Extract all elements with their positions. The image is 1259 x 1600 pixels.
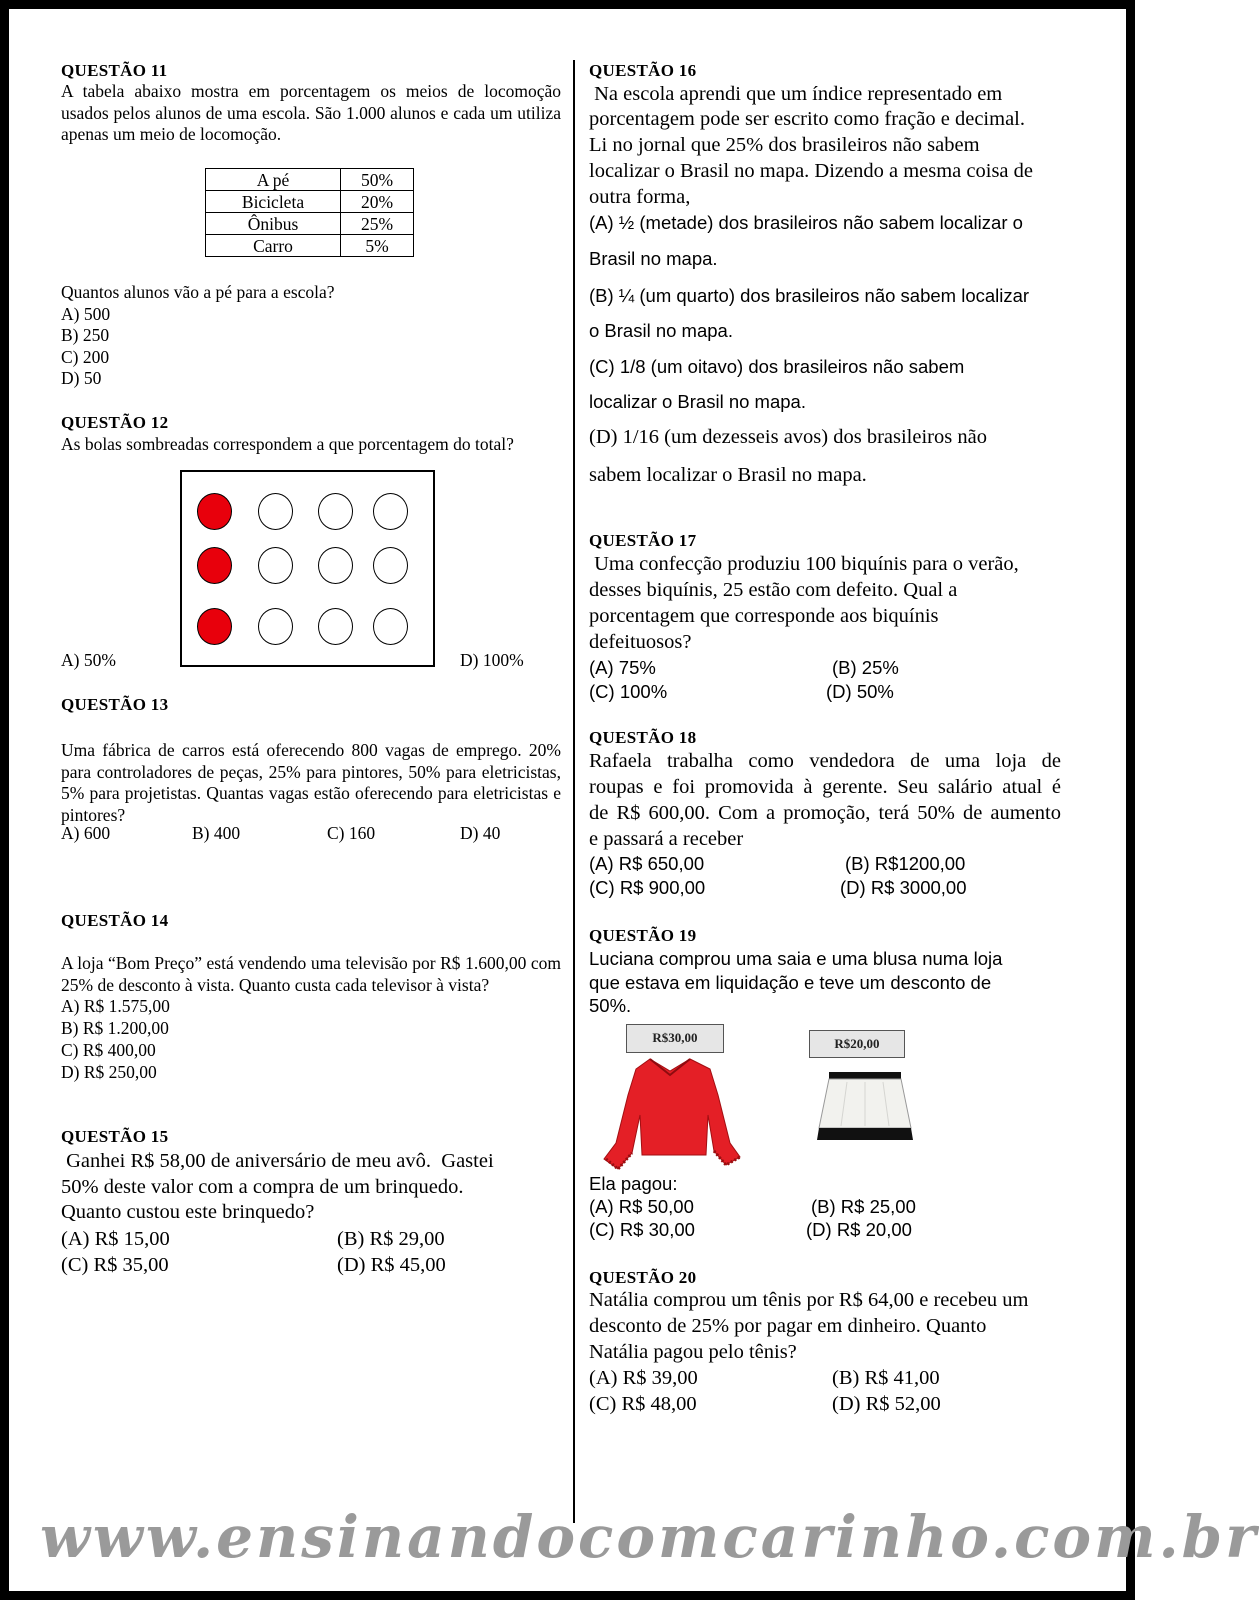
table-cell: 25% xyxy=(341,213,414,235)
q17-option-d: (D) 50% xyxy=(826,681,894,702)
q15-line-2: 50% deste valor com a compra de um brinquedo. xyxy=(61,1176,464,1198)
empty-ball xyxy=(373,493,408,530)
q15-option-a: (A) R$ 15,00 xyxy=(61,1228,170,1250)
q16-option-c-line-1: (C) 1/8 (um oitavo) dos brasileiros não sabem xyxy=(589,356,965,377)
q13-option-a: A) 600 xyxy=(61,823,111,843)
q11-text: A tabela abaixo mostra em porcentagem os meios de locomoção usados pelos alunos de uma escola. São 1.000 alunos e cada um utiliza apenas um meio de locomoção. xyxy=(61,81,561,144)
table-row xyxy=(206,213,414,235)
empty-ball xyxy=(318,547,353,584)
q20-line-1: Natália comprou um tênis por R$ 64,00 e recebeu um xyxy=(589,1289,1029,1311)
empty-ball xyxy=(318,493,353,530)
q19-question: Ela pagou: xyxy=(589,1173,678,1194)
q11-option-c: C) 200 xyxy=(61,347,110,367)
q17-title: QUESTÃO 17 xyxy=(589,531,697,550)
q11-option-b: B) 250 xyxy=(61,325,110,345)
q14-title: QUESTÃO 14 xyxy=(61,911,169,930)
q20-line-3: Natália pagou pelo tênis? xyxy=(589,1341,797,1363)
q19-option-b: (B) R$ 25,00 xyxy=(811,1196,916,1217)
q17-option-b: (B) 25% xyxy=(832,657,899,678)
q16-option-a-line-1: (A) ½ (metade) dos brasileiros não sabem localizar o xyxy=(589,212,1023,233)
table-cell: 5% xyxy=(341,235,414,257)
q16-option-c-line-2: localizar o Brasil no mapa. xyxy=(589,391,806,412)
q20-option-a: (A) R$ 39,00 xyxy=(589,1367,698,1389)
empty-ball xyxy=(373,608,408,645)
q19-title: QUESTÃO 19 xyxy=(589,926,697,945)
price-tag-blouse: R$30,00 xyxy=(626,1024,724,1053)
q18-option-c: (C) R$ 900,00 xyxy=(589,877,706,898)
q14-option-c: C) R$ 400,00 xyxy=(61,1040,156,1060)
q17-line-3: porcentagem que corresponde aos biquínis xyxy=(589,605,939,627)
q13-text: Uma fábrica de carros está oferecendo 800 vagas de emprego. 20% para controladores de peças, 25% para pintores, 50% para eletricistas, 5% para projetistas. Quantas vagas estão oferecendo para eletricistas e pintores? xyxy=(61,740,561,825)
q16-option-d-line-2: sabem localizar o Brasil no mapa. xyxy=(589,464,867,486)
q15-option-d: (D) R$ 45,00 xyxy=(337,1254,446,1276)
q12-option-a: A) 50% xyxy=(61,650,116,670)
q16-line-2: porcentagem pode ser escrito como fração e decimal. xyxy=(589,108,1025,130)
table-cell: 50% xyxy=(341,169,414,191)
table-row xyxy=(206,235,414,257)
shaded-ball xyxy=(197,493,232,530)
q14-option-a: A) R$ 1.575,00 xyxy=(61,996,170,1016)
q18-title: QUESTÃO 18 xyxy=(589,728,697,747)
q19-line-1: Luciana comprou uma saia e uma blusa numa loja xyxy=(589,948,1003,969)
q16-option-b-line-2: o Brasil no mapa. xyxy=(589,320,733,341)
price-tag-skirt: R$20,00 xyxy=(809,1030,905,1058)
q17-line-1: Uma confecção produziu 100 biquínis para o verão, xyxy=(589,553,1019,575)
q16-option-a-line-2: Brasil no mapa. xyxy=(589,248,718,269)
empty-ball xyxy=(258,608,293,645)
column-divider xyxy=(573,60,575,1523)
q12-balls-box xyxy=(180,470,435,667)
q15-line-3: Quanto custou este brinquedo? xyxy=(61,1201,315,1223)
q19-option-c: (C) R$ 30,00 xyxy=(589,1219,695,1240)
shaded-ball xyxy=(197,547,232,584)
q18-option-d: (D) R$ 3000,00 xyxy=(840,877,967,898)
q16-option-b-line-1: (B) ¼ (um quarto) dos brasileiros não sabem localizar xyxy=(589,285,1030,306)
white-skirt-icon xyxy=(807,1070,923,1144)
q17-option-c: (C) 100% xyxy=(589,681,668,702)
q20-option-d: (D) R$ 52,00 xyxy=(832,1393,941,1415)
q16-line-5: outra forma, xyxy=(589,186,691,208)
q14-option-d: D) R$ 250,00 xyxy=(61,1062,157,1082)
q19-option-a: (A) R$ 50,00 xyxy=(589,1196,694,1217)
table-cell: Bicicleta xyxy=(206,191,341,213)
q13-option-d: D) 40 xyxy=(460,823,501,843)
table-cell: 20% xyxy=(341,191,414,213)
empty-ball xyxy=(258,493,293,530)
q16-option-d-line-1: (D) 1/16 (um dezesseis avos) dos brasileiros não xyxy=(589,426,987,448)
q19-line-2: que estava em liquidação e teve um desconto de xyxy=(589,972,992,993)
q20-title: QUESTÃO 20 xyxy=(589,1268,697,1287)
q19-line-3: 50%. xyxy=(589,995,632,1016)
q11-title: QUESTÃO 11 xyxy=(61,61,168,80)
q19-option-d: (D) R$ 20,00 xyxy=(806,1219,912,1240)
q18-line-1: Rafaela trabalha como vendedora de uma loja de xyxy=(589,750,1061,772)
q15-title: QUESTÃO 15 xyxy=(61,1127,169,1146)
q12-option-d: D) 100% xyxy=(460,650,524,670)
q14-text: A loja “Bom Preço” está vendendo uma televisão por R$ 1.600,00 com 25% de desconto à vista. Quanto custa cada televisor à vista? xyxy=(61,953,561,995)
q16-title: QUESTÃO 16 xyxy=(589,61,697,80)
q20-line-2: desconto de 25% por pagar em dinheiro. Quanto xyxy=(589,1315,987,1337)
q17-line-4: defeituosos? xyxy=(589,631,692,653)
q16-line-1: Na escola aprendi que um índice representado em xyxy=(589,83,1003,105)
q12-title: QUESTÃO 12 xyxy=(61,413,169,432)
q18-line-3: de R$ 600,00. Com a promoção, terá 50% de aumento xyxy=(589,802,1061,824)
q13-option-b: B) 400 xyxy=(192,823,241,843)
q17-line-2: desses biquínis, 25 estão com defeito. Qual a xyxy=(589,579,958,601)
table-cell: Carro xyxy=(206,235,341,257)
q11-option-d: D) 50 xyxy=(61,368,102,388)
q12-text: As bolas sombreadas correspondem a que porcentagem do total? xyxy=(61,434,514,454)
q13-option-c: C) 160 xyxy=(327,823,376,843)
q11-question: Quantos alunos vão a pé para a escola? xyxy=(61,282,335,302)
q18-line-4: e passará a receber xyxy=(589,828,744,850)
footer-website: www.ensinandocomcarinho.com.br xyxy=(40,1503,1259,1571)
empty-ball xyxy=(318,608,353,645)
q18-option-a: (A) R$ 650,00 xyxy=(589,853,705,874)
q13-title: QUESTÃO 13 xyxy=(61,695,169,714)
q11-option-a: A) 500 xyxy=(61,304,111,324)
q18-line-2: roupas e foi promovida à gerente. Seu salário atual é xyxy=(589,776,1061,798)
empty-ball xyxy=(258,547,293,584)
q14-option-b: B) R$ 1.200,00 xyxy=(61,1018,169,1038)
table-cell: A pé xyxy=(206,169,341,191)
q11-table xyxy=(205,168,414,257)
q16-line-3: Li no jornal que 25% dos brasileiros não sabem xyxy=(589,134,980,156)
q20-option-b: (B) R$ 41,00 xyxy=(832,1367,940,1389)
q15-line-1: Ganhei R$ 58,00 de aniversário de meu avô. Gastei xyxy=(61,1150,494,1172)
table-cell: Ônibus xyxy=(206,213,341,235)
q20-option-c: (C) R$ 48,00 xyxy=(589,1393,697,1415)
q15-option-c: (C) R$ 35,00 xyxy=(61,1254,169,1276)
q15-option-b: (B) R$ 29,00 xyxy=(337,1228,445,1250)
empty-ball xyxy=(373,547,408,584)
table-row xyxy=(206,169,414,191)
table-row xyxy=(206,191,414,213)
red-blouse-icon xyxy=(602,1055,742,1171)
q18-option-b: (B) R$1200,00 xyxy=(845,853,966,874)
shaded-ball xyxy=(197,608,232,645)
q16-line-4: localizar o Brasil no mapa. Dizendo a mesma coisa de xyxy=(589,160,1034,182)
q17-option-a: (A) 75% xyxy=(589,657,656,678)
